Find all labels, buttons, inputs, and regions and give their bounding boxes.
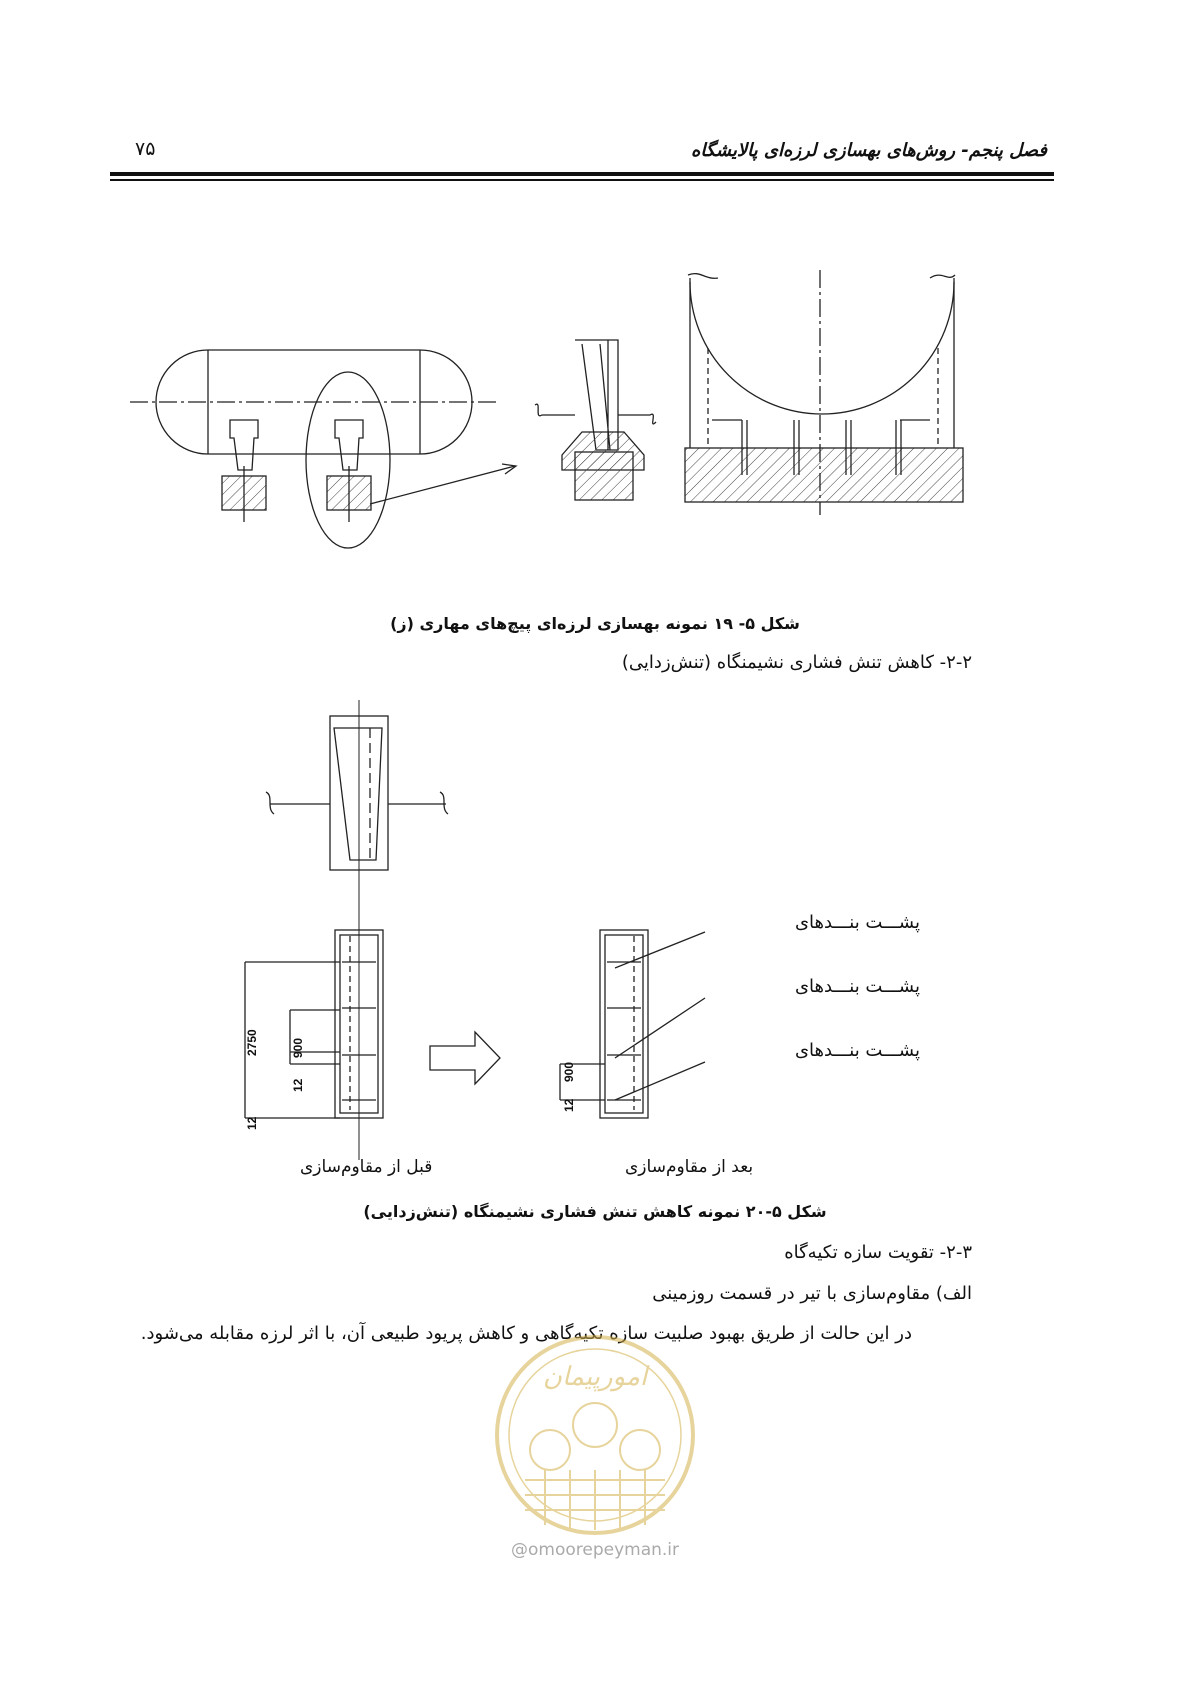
subsection-a: الف) مقاوم‌سازی با تیر در قسمت روزمینی — [652, 1283, 972, 1304]
dim-12-after: 12 — [562, 1098, 576, 1112]
dim-900: 900 — [291, 1037, 305, 1058]
page-number: ۷۵ — [135, 138, 156, 160]
header-rule-thin — [110, 179, 1054, 181]
chapter-title: فصل پنجم- روش‌های بهسازی لرزه‌ای پالایشگاه — [690, 140, 1047, 161]
figure-19-caption: شکل ۵- ۱۹ نمونه بهسازی لرزه‌ای پیچ‌های مهاری (ز) — [390, 614, 800, 633]
dim-900-after: 900 — [562, 1061, 576, 1082]
watermark-url: @omoorepeyman.ir — [510, 1540, 680, 1560]
before-after-arrow — [430, 1032, 500, 1084]
saddle-after — [560, 930, 705, 1118]
figure-20-drawing — [230, 700, 750, 1160]
figure-20-caption: شکل ۵-۲۰ نمونه کاهش تنش فشاری نشیمنگاه (تنش‌زدایی) — [363, 1202, 827, 1221]
saddle-detail — [535, 340, 656, 500]
stiffener-label-3: پشـــت بنـــدهای — [794, 1040, 920, 1061]
after-retrofit-label: بعد از مقاوم‌سازی — [625, 1157, 754, 1177]
watermark-logo-text: امورپیمان — [542, 1362, 648, 1392]
section-2-2-heading: ۲-۲- کاهش تنش فشاری نشیمنگاه (تنش‌زدایی) — [621, 652, 972, 673]
dim-12b: 12 — [245, 1116, 259, 1130]
figure-19-drawing — [130, 270, 1050, 570]
dim-12a: 12 — [291, 1078, 305, 1092]
dim-2750: 2750 — [245, 1029, 259, 1056]
saddle-before — [245, 930, 383, 1118]
section-2-3-heading: ۲-۳- تقویت سازه تکیه‌گاه — [784, 1242, 972, 1263]
stiffener-label-2: پشـــت بنـــدهای — [794, 976, 920, 997]
watermark-logo — [490, 1330, 700, 1540]
before-retrofit-label: قبل از مقاوم‌سازی — [300, 1157, 433, 1177]
vessel-side-view — [130, 350, 516, 548]
vessel-end-view — [685, 270, 963, 515]
header-rule-thick — [110, 172, 1054, 176]
stiffener-label-1: پشـــت بنـــدهای — [794, 912, 920, 933]
body-paragraph: در این حالت از طریق بهبود صلبیت سازه تکیه‌گاهی و کاهش پریود طبیعی آن، با اثر لرزه مقابله می‌شود. — [140, 1323, 912, 1344]
